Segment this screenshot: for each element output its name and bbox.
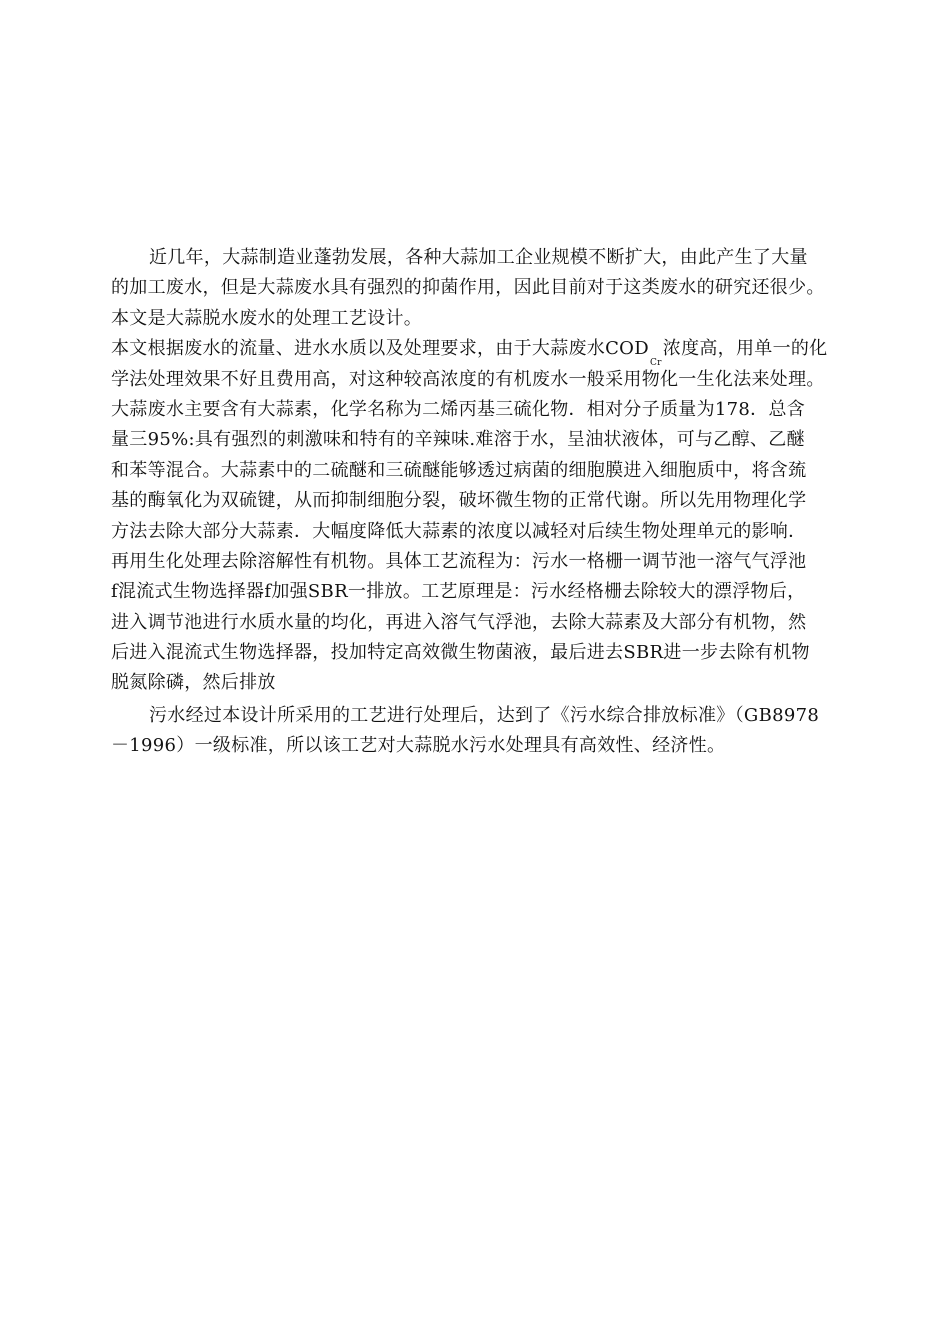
text-line: f混流式生物选择器f加强SBR一排放。工艺原理是：污水经格栅去除较大的漂浮物后， bbox=[111, 581, 806, 603]
text-line: 的加工废水，但是大蒜废水具有强烈的抑菌作用，因此目前对于这类废水的研究还很少。 bbox=[111, 277, 825, 299]
text-line: 近几年，大蒜制造业蓬勃发展，各种大蒜加工企业规模不断扩大，由此产生了大量 bbox=[149, 247, 808, 268]
text-segment: 浓度高，用单一的化 bbox=[662, 338, 828, 360]
text-line: 进入调节池进行水质水量的均化，再进入溶气气浮池，去除大蒜素及大部分有机物，然 bbox=[111, 611, 807, 633]
text-segment: 本文根据废水的流量、进水水质以及处理要求，由于大蒜废水COD bbox=[111, 338, 649, 360]
text-line: 方法去除大部分大蒜素．大幅度降低大蒜素的浓度以减轻对后续生物处理单元的影响． bbox=[111, 520, 807, 542]
text-line: 学法处理效果不好且费用高，对这种较高浓度的有机废水一般采用物化一生化法来处理。 bbox=[111, 368, 825, 390]
abstract-text bbox=[111, 243, 841, 762]
text-line: 再用生化处理去除溶解性有机物。具体工艺流程为：污水一格栅一调节池一溶气气浮池 bbox=[111, 550, 807, 572]
text-line: 和苯等混合。大蒜素中的二硫醚和三硫醚能够透过病菌的细胞膜进入细胞质中，将含巯 bbox=[111, 459, 807, 481]
text-line: 本文是大蒜脱水废水的处理工艺设计。 bbox=[111, 307, 423, 329]
text-line: 后进入混流式生物选择器，投加特定高效微生物菌液，最后进去SBR进一步去除有机物 bbox=[111, 642, 810, 664]
text-line: 污水经过本设计所采用的工艺进行处理后，达到了《污水综合排放标准》（GB8978 bbox=[149, 704, 820, 726]
text-line-with-subscript bbox=[111, 334, 841, 369]
text-line: 脱氮除磷，然后排放 bbox=[111, 672, 276, 694]
text-line: －1996）一级标准，所以该工艺对大蒜脱水污水处理具有高效性、经济性。 bbox=[111, 735, 726, 757]
text-line: 大蒜废水主要含有大蒜素，化学名称为二烯丙基三硫化物．相对分子质量为178．总含 bbox=[111, 398, 806, 420]
text-line: 量三95%:具有强烈的刺激味和特有的辛辣味.难溶于水，呈油状液体，可与乙醇、乙醚 bbox=[111, 429, 805, 451]
text-line: 基的酶氧化为双硫键，从而抑制细胞分裂，破坏微生物的正常代谢。所以先用物理化学 bbox=[111, 490, 807, 512]
cod-subscript: Cr bbox=[649, 358, 662, 369]
